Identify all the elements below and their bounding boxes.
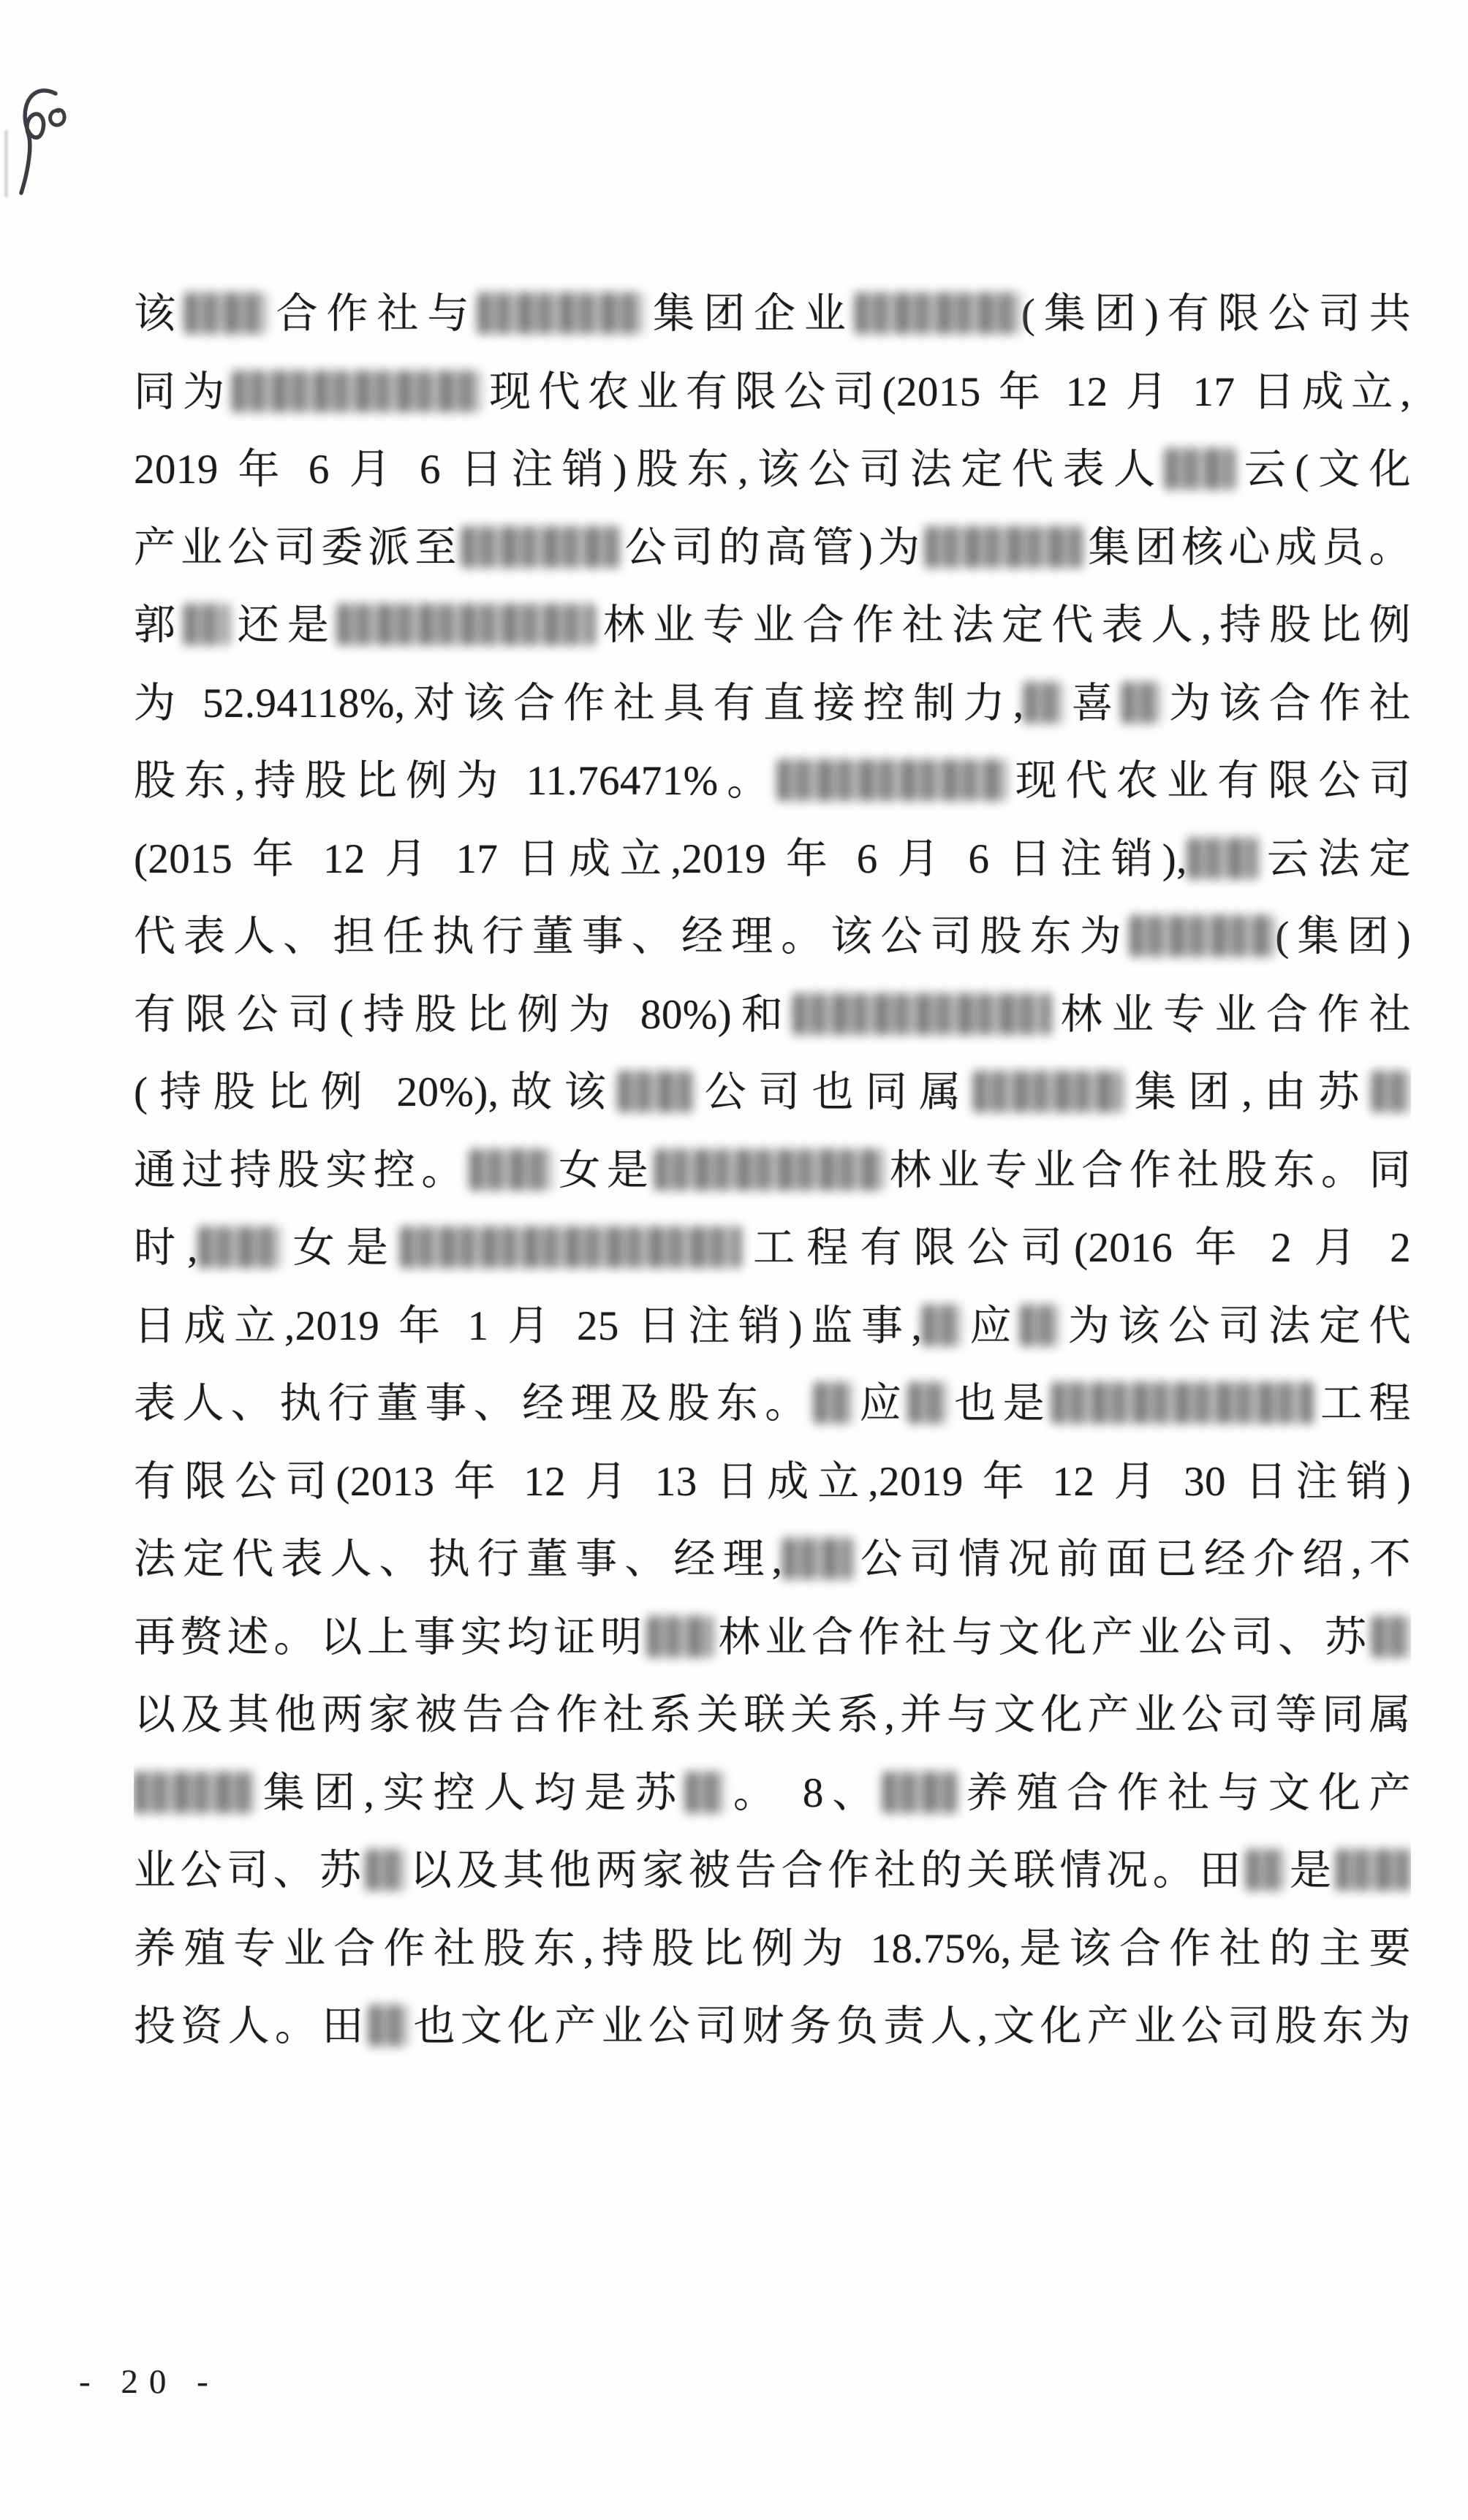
redacted-text [400,1226,741,1268]
text-run: 集团企业 [644,291,855,337]
text-run: 为该合作社 [1161,680,1411,726]
text-run: 女是 [552,1147,655,1193]
redacted-text [1121,682,1161,724]
text-line [134,665,1411,743]
text-line [134,1210,1411,1288]
text-line [134,509,1411,588]
text-run: 公司的高管)为 [619,524,926,571]
text-line [134,587,1411,665]
text-run: (集团)有限公司共 [1021,291,1411,337]
redacted-text [1187,838,1258,879]
redacted-text [1371,1071,1411,1112]
text-run: 现代农业有限公司(2015 年 12 月 17 日成立, [482,368,1411,415]
text-line [134,1677,1411,1755]
text-run: 同为 [134,368,232,415]
text-run: 是 [1284,1848,1336,1894]
text-run: 为该公司法定代 [1059,1302,1411,1349]
text-run: 合作社与 [267,291,478,337]
text-run: 集团核心成员。 [1083,524,1411,571]
text-run: 以及其他两家被告合作社的关联情况。田 [405,1848,1246,1894]
redacted-text [184,292,268,334]
text-line [134,1365,1411,1443]
redacted-text [882,1772,958,1813]
text-run: 郭 [134,602,184,648]
text-run: 工程有限公司(2016 年 2 月 2 [741,1225,1411,1271]
text-run: 。 8、 [724,1769,883,1816]
text-run: (集团) [1275,914,1411,960]
redacted-text [1371,1616,1411,1658]
redacted-text [198,1226,281,1268]
text-run: 股东,持股比例为 11.76471%。 [134,758,778,804]
redacted-text [973,1071,1123,1112]
redacted-text [1020,1305,1059,1346]
text-line [134,1132,1411,1210]
text-line [134,743,1411,821]
scan-artifact-line [4,130,8,197]
text-run: 投资人。田 [134,2003,369,2049]
text-line [134,276,1411,354]
text-line [134,1054,1411,1132]
text-run: 养殖合作社与文化产 [957,1769,1411,1816]
text-run: 2019 年 6 月 6 日注销)股东,该公司法定代表人 [134,447,1165,493]
text-line [134,1755,1411,1833]
text-line [134,898,1411,976]
text-line [134,1288,1411,1366]
redacted-text [618,1071,693,1112]
text-run: 公司也同属 [692,1069,973,1115]
text-run: 表人、执行董事、经理及股东。 [134,1381,814,1427]
text-run: 养殖专业合作社股东,持股比例为 18.75%,是该合作社的主要 [134,1925,1411,1972]
text-run: 林业专业合作社股东。同 [883,1147,1411,1193]
text-run: 该 [134,291,184,337]
text-run: 业公司、苏 [134,1848,366,1894]
redacted-text [368,2005,408,2046]
text-run: 法定代表人、执行董事、经理, [134,1536,783,1582]
redacted-text [134,1772,254,1813]
page-number: - 20 - [79,2363,219,2401]
redacted-text [814,1382,853,1424]
text-line [134,1443,1411,1522]
redacted-text [461,526,620,568]
redacted-text [925,526,1083,568]
text-line [134,1521,1411,1599]
text-run: 女是 [281,1225,400,1271]
text-run: 现代农业有限公司 [1006,758,1411,804]
text-run: 林业专业合作社 [1051,991,1411,1038]
document-text [134,276,1411,2066]
text-line [134,1910,1411,1989]
text-line [134,354,1411,432]
text-run: 也是 [947,1381,1052,1427]
redacted-text [366,1849,405,1891]
text-run: 还是 [229,602,337,648]
redacted-text [777,759,1007,801]
redacted-text [1024,682,1063,724]
text-run: (持股比例 20%),故该 [134,1069,618,1115]
text-run: 代表人、担任执行董事、经理。该公司股东为 [134,914,1130,960]
text-run: 喜 [1063,680,1121,726]
handwritten-mark-icon [10,82,80,206]
text-run: 产业公司委派至 [134,524,462,571]
text-run: 以及其他两家被告合作社系关联关系,并与文化产业公司等同属 [134,1692,1411,1738]
text-run: 林业合作社与文化产业公司、苏 [714,1614,1371,1661]
redacted-text [654,1149,884,1191]
redacted-text [184,604,230,645]
text-line [134,1988,1411,2066]
redacted-text [908,1382,947,1424]
text-run: 日成立,2019 年 1 月 25 日注销)监事, [134,1302,923,1349]
text-run: 有限公司(2013 年 12 月 13 日成立,2019 年 12 月 30 日注销) [134,1458,1411,1505]
text-run: 集团,实控人均是苏 [254,1769,686,1816]
text-run: 工程 [1314,1381,1411,1427]
text-line [134,1832,1411,1910]
redacted-text [1130,915,1276,957]
text-line [134,431,1411,509]
redacted-text [1165,448,1236,490]
redacted-text [685,1772,724,1813]
text-run: 通过持股实控。 [134,1147,469,1193]
text-run: 有限公司(持股比例为 80%)和 [134,991,793,1038]
text-run: 应 [852,1381,909,1427]
redacted-text [232,371,482,412]
redacted-text [1336,1849,1411,1891]
text-line [134,976,1411,1055]
text-run: (2015 年 12 月 17 日成立,2019 年 6 月 6 日注销), [134,835,1187,882]
text-run: 林业专业合作社法定代表人,持股比例 [595,602,1411,648]
text-run: 云法定 [1257,835,1411,882]
text-run: 为 52.94118%,对该合作社具有直接控制力, [134,680,1024,726]
redacted-text [477,292,644,334]
text-line [134,821,1411,899]
redacted-text [782,1538,853,1579]
redacted-text [792,993,1051,1035]
redacted-text [1051,1382,1314,1424]
text-run: 公司情况前面已经介绍,不 [853,1536,1411,1582]
redacted-text [469,1149,553,1191]
text-run: 再赘述。以上事实均证明 [134,1614,647,1661]
text-line [134,1599,1411,1677]
redacted-text [337,604,595,645]
text-run: 时, [134,1225,198,1271]
text-run: 集团,由苏 [1122,1069,1371,1115]
redacted-text [855,292,1021,334]
text-run: 应 [961,1302,1021,1349]
text-run: 云(文化 [1235,447,1411,493]
redacted-text [922,1305,961,1346]
redacted-text [1246,1849,1285,1891]
text-run: 也文化产业公司财务负责人,文化产业公司股东为 [408,2003,1411,2049]
redacted-text [647,1616,714,1658]
